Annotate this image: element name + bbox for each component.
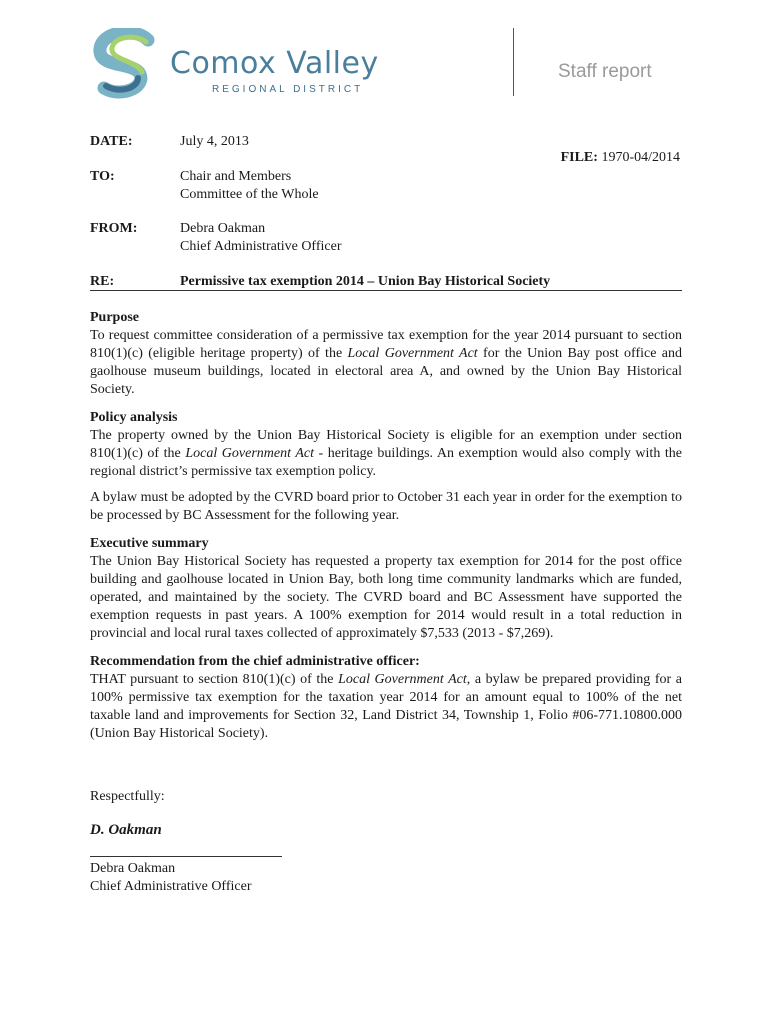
purpose-heading: Purpose [90, 310, 139, 325]
act-name: Local Government Act [347, 346, 478, 361]
closing-salutation: Respectfully: [90, 789, 165, 804]
report-body [90, 309, 682, 753]
document-type: Staff report [558, 61, 652, 82]
recommendation-section [90, 653, 682, 743]
summary-heading: Executive summary [90, 536, 209, 551]
purpose-section [90, 309, 682, 399]
summary-section [90, 535, 682, 643]
recommendation-heading: Recommendation from the chief administrative officer: [90, 654, 420, 669]
signature: D. Oakman [90, 822, 162, 838]
re-label: RE: [90, 274, 115, 289]
act-name: Local Government Act [185, 446, 314, 461]
header-rule [90, 290, 682, 291]
policy-heading: Policy analysis [90, 410, 178, 425]
policy-text-2: A bylaw must be adopted by the CVRD board prior to October 31 each year in order for the exemption to be processed by BC Assessment for the following year. [90, 490, 682, 523]
signatory-name: Debra Oakman [90, 861, 176, 876]
org-subtitle: REGIONAL DISTRICT [212, 84, 364, 95]
policy-text-1: The property owned by the Union Bay Historical Society is eligible for an exemption under section 810(1)(c) of the Local Government Act - heritage buildings. An exemption would also comply with the regional district’s permissive tax exemption policy. [90, 428, 682, 479]
summary-text: The Union Bay Historical Society has requested a property tax exemption for 2014 for the post office building and gaolhouse located in Union Bay, both long time community landmarks which are funded, operated, and maintained by the society. The CVRD board and BC Assessment have supported the exemption requests in past years. A 100% exemption for 2014 would result in a total reduction in provincial and local rural taxes collected of approximately $7,533 (2013 - $7,269). [90, 554, 682, 641]
date-value: July 4, 2013 [180, 134, 249, 149]
act-name: Local Government Act [338, 672, 467, 687]
comox-valley-s-icon [90, 28, 162, 100]
from-label: FROM: [90, 221, 138, 236]
file-number [561, 150, 680, 166]
policy-section [90, 409, 682, 525]
date-label: DATE: [90, 134, 133, 149]
file-value: 1970-04/2014 [597, 150, 680, 165]
file-label: FILE: [560, 150, 598, 165]
org-name: Comox Valley [170, 46, 379, 81]
header-divider [513, 28, 514, 96]
to-label: TO: [90, 169, 115, 184]
signatory [90, 860, 251, 896]
to-line-2: Committee of the Whole [180, 187, 319, 202]
signature-line [90, 856, 282, 857]
from-line-1: Debra Oakman [180, 221, 266, 236]
re-subject: Permissive tax exemption 2014 – Union Bay Historical Society [180, 274, 551, 289]
from-line-2: Chief Administrative Officer [180, 239, 342, 254]
recommendation-text: THAT pursuant to section 810(1)(c) of the Local Government Act, a bylaw be prepared providing for a 100% permissive tax exemption for the taxation year 2014 for an amount equal to 100% of the net taxable land and improvements for Section 32, Land District 34, Township 1, Folio #06-771.10800.000 (Union Bay Historical Society). [90, 672, 682, 741]
signatory-title: Chief Administrative Officer [90, 879, 252, 894]
to-line-1: Chair and Members [180, 169, 292, 184]
org-logo [90, 28, 390, 100]
purpose-text: To request committee consideration of a permissive tax exemption for the year 2014 pursuant to section 810(1)(c) (eligible heritage property) of the Local Government Act for the Union Bay post office and gaolhouse museum buildings, located in electoral area A, and owned by the Union Bay Historical Society. [90, 328, 682, 397]
